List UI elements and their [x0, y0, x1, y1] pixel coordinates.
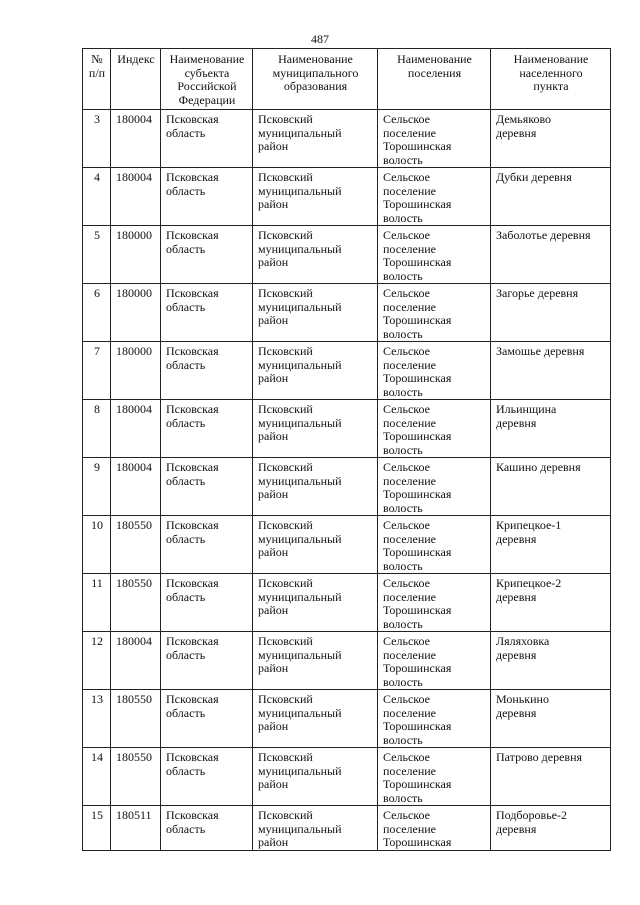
cell-index: 180004	[111, 168, 161, 226]
table-row	[83, 748, 611, 806]
cell-number: 11	[83, 574, 111, 632]
cell-subject: Псковская область	[161, 226, 253, 284]
cell-index: 180004	[111, 400, 161, 458]
cell-municipality: Псковский муниципальный район	[253, 226, 378, 284]
cell-municipality: Псковский муниципальный район	[253, 806, 378, 851]
cell-index: 180004	[111, 632, 161, 690]
table-header	[83, 49, 611, 110]
cell-number: 6	[83, 284, 111, 342]
cell-index: 180550	[111, 748, 161, 806]
cell-settlement: Сельское поселение Торошинская волость	[378, 632, 491, 690]
table-row	[83, 168, 611, 226]
cell-municipality: Псковский муниципальный район	[253, 516, 378, 574]
cell-number: 13	[83, 690, 111, 748]
cell-subject: Псковская область	[161, 516, 253, 574]
header-settlement: Наименование поселения	[378, 49, 491, 110]
table-body	[83, 110, 611, 851]
cell-index: 180000	[111, 226, 161, 284]
cell-locality: Крипецкое-1 деревня	[491, 516, 611, 574]
cell-number: 10	[83, 516, 111, 574]
cell-settlement: Сельское поселение Торошинская волость	[378, 110, 491, 168]
cell-index: 180000	[111, 342, 161, 400]
cell-number: 4	[83, 168, 111, 226]
cell-subject: Псковская область	[161, 110, 253, 168]
cell-index: 180550	[111, 574, 161, 632]
cell-settlement: Сельское поселение Торошинская волость	[378, 458, 491, 516]
cell-settlement: Сельское поселение Торошинская волость	[378, 574, 491, 632]
cell-locality: Кашино деревня	[491, 458, 611, 516]
cell-settlement: Сельское поселение Торошинская волость	[378, 168, 491, 226]
cell-number: 12	[83, 632, 111, 690]
header-number: № п/п	[83, 49, 111, 110]
table-row	[83, 806, 611, 851]
cell-index: 180550	[111, 690, 161, 748]
cell-settlement: Сельское поселение Торошинская волость	[378, 284, 491, 342]
cell-settlement: Сельское поселение Торошинская волость	[378, 748, 491, 806]
cell-settlement: Сельское поселение Торошинская волость	[378, 516, 491, 574]
table-row	[83, 110, 611, 168]
cell-municipality: Псковский муниципальный район	[253, 458, 378, 516]
table-row	[83, 342, 611, 400]
cell-settlement: Сельское поселение Торошинская волость	[378, 342, 491, 400]
cell-locality: Демьяково деревня	[491, 110, 611, 168]
cell-settlement: Сельское поселение Торошинская	[378, 806, 491, 851]
cell-settlement: Сельское поселение Торошинская волость	[378, 400, 491, 458]
cell-settlement: Сельское поселение Торошинская волость	[378, 226, 491, 284]
cell-subject: Псковская область	[161, 458, 253, 516]
header-subject: Наименование субъекта Российской Федерации	[161, 49, 253, 110]
cell-settlement: Сельское поселение Торошинская волость	[378, 690, 491, 748]
cell-municipality: Псковский муниципальный район	[253, 748, 378, 806]
cell-number: 14	[83, 748, 111, 806]
cell-number: 3	[83, 110, 111, 168]
cell-index: 180511	[111, 806, 161, 851]
cell-index: 180550	[111, 516, 161, 574]
cell-subject: Псковская область	[161, 632, 253, 690]
cell-locality: Ильинщина деревня	[491, 400, 611, 458]
cell-municipality: Псковский муниципальный район	[253, 574, 378, 632]
cell-locality: Ляляховка деревня	[491, 632, 611, 690]
header-index: Индекс	[111, 49, 161, 110]
cell-municipality: Псковский муниципальный район	[253, 168, 378, 226]
localities-table	[82, 48, 611, 851]
cell-locality: Патрово деревня	[491, 748, 611, 806]
cell-index: 180004	[111, 458, 161, 516]
cell-number: 15	[83, 806, 111, 851]
table-row	[83, 632, 611, 690]
page-number: 487	[311, 32, 329, 46]
cell-municipality: Псковский муниципальный район	[253, 284, 378, 342]
table-row	[83, 574, 611, 632]
cell-locality: Заболотье деревня	[491, 226, 611, 284]
header-row	[83, 49, 611, 110]
cell-subject: Псковская область	[161, 342, 253, 400]
cell-municipality: Псковский муниципальный район	[253, 110, 378, 168]
cell-locality: Дубки деревня	[491, 168, 611, 226]
table-row	[83, 690, 611, 748]
table-row	[83, 226, 611, 284]
cell-subject: Псковская область	[161, 806, 253, 851]
cell-municipality: Псковский муниципальный район	[253, 690, 378, 748]
cell-subject: Псковская область	[161, 574, 253, 632]
cell-subject: Псковская область	[161, 400, 253, 458]
cell-subject: Псковская область	[161, 690, 253, 748]
cell-index: 180004	[111, 110, 161, 168]
cell-number: 5	[83, 226, 111, 284]
header-locality: Наименование населенного пункта	[491, 49, 611, 110]
cell-locality: Крипецкое-2 деревня	[491, 574, 611, 632]
table-row	[83, 400, 611, 458]
cell-number: 9	[83, 458, 111, 516]
cell-number: 7	[83, 342, 111, 400]
table-row	[83, 458, 611, 516]
cell-number: 8	[83, 400, 111, 458]
cell-index: 180000	[111, 284, 161, 342]
cell-subject: Псковская область	[161, 168, 253, 226]
cell-municipality: Псковский муниципальный район	[253, 342, 378, 400]
cell-municipality: Псковский муниципальный район	[253, 632, 378, 690]
cell-locality: Замошье деревня	[491, 342, 611, 400]
header-municipality: Наименование муниципального образования	[253, 49, 378, 110]
cell-locality: Подборовье-2 деревня	[491, 806, 611, 851]
table-row	[83, 516, 611, 574]
cell-subject: Псковская область	[161, 748, 253, 806]
cell-locality: Монькино деревня	[491, 690, 611, 748]
cell-subject: Псковская область	[161, 284, 253, 342]
table-row	[83, 284, 611, 342]
cell-municipality: Псковский муниципальный район	[253, 400, 378, 458]
cell-locality: Загорье деревня	[491, 284, 611, 342]
